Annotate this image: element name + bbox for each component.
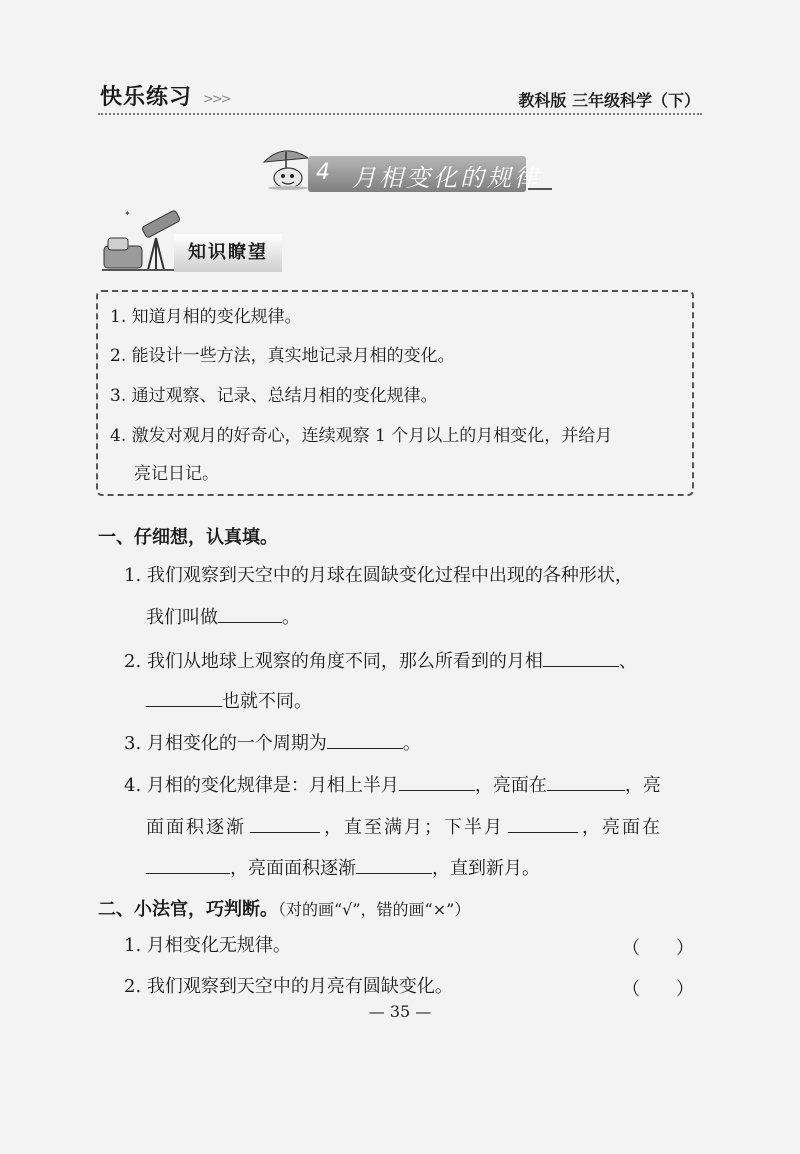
answer-blank[interactable] bbox=[250, 814, 320, 833]
answer-blank[interactable] bbox=[399, 772, 475, 791]
lesson-title: 月相变化的规律 bbox=[352, 164, 541, 192]
answer-blank[interactable] bbox=[508, 814, 578, 833]
goal-item: 4. 激发对观月的好奇心，连续观察 1 个月以上的月相变化，并给月 bbox=[110, 426, 613, 446]
fill-question-4-line2: 面面积逐渐 ，直至满月；下半月 ，亮面在 bbox=[146, 814, 662, 840]
fill-question-2-line1: 2. 我们从地球上观察的角度不同，那么所看到的月相 、 bbox=[124, 648, 637, 674]
judge-question-1: 1. 月相变化无规律。 bbox=[124, 935, 291, 956]
answer-blank[interactable] bbox=[356, 855, 432, 874]
page-number: — 35 — bbox=[368, 1002, 432, 1021]
judge-answer-box-1[interactable]: （ ） bbox=[622, 938, 694, 959]
header-divider bbox=[98, 113, 702, 115]
fill-question-4-line3: ，亮面面积逐渐 ，直到新月。 bbox=[146, 855, 540, 881]
svg-text:✦: ✦ bbox=[124, 209, 131, 218]
title-underline bbox=[528, 188, 552, 190]
header-arrows: >>> bbox=[203, 92, 230, 107]
goal-item: 2. 能设计一些方法，真实地记录月相的变化。 bbox=[110, 346, 455, 366]
goal-item: 3. 通过观察、记录、总结月相的变化规律。 bbox=[110, 386, 438, 406]
judge-answer-box-2[interactable]: （ ） bbox=[622, 979, 694, 1000]
fill-question-1-line1: 1. 我们观察到天空中的月球在圆缺变化过程中出现的各种形状， bbox=[124, 565, 633, 586]
answer-blank[interactable] bbox=[146, 688, 222, 707]
cartoon-mascot-icon bbox=[258, 140, 314, 190]
section-two-instruction: （对的画“√”，错的画“×”） bbox=[278, 900, 471, 919]
fill-question-1-line2: 我们叫做 。 bbox=[146, 604, 300, 630]
judge-question-2: 2. 我们观察到天空中的月亮有圆缺变化。 bbox=[124, 976, 453, 997]
answer-blank[interactable] bbox=[547, 772, 625, 791]
knowledge-badge-label: 知识瞭望 bbox=[188, 242, 268, 263]
header-book-title: 教科版 三年级科学（下） bbox=[518, 91, 700, 110]
section-one-title: 一、仔细想，认真填。 bbox=[98, 527, 278, 548]
answer-blank[interactable] bbox=[146, 855, 230, 874]
header-series-title: 快乐练习 bbox=[100, 85, 193, 110]
lesson-number: 4 bbox=[316, 160, 330, 185]
fill-question-3: 3. 月相变化的一个周期为 。 bbox=[124, 730, 421, 756]
answer-blank[interactable] bbox=[218, 604, 282, 623]
fill-question-2-line2: 也就不同。 bbox=[146, 688, 312, 714]
answer-blank[interactable] bbox=[543, 648, 619, 667]
answer-blank[interactable] bbox=[327, 730, 403, 749]
goal-item-continued: 亮记日记。 bbox=[134, 464, 219, 484]
section-two-title: 二、小法官，巧判断。（对的画“√”，错的画“×”） bbox=[98, 899, 471, 920]
goal-item: 1. 知道月相的变化规律。 bbox=[110, 307, 302, 327]
fill-question-4-line1: 4. 月相的变化规律是：月相上半月 ，亮面在 ，亮 bbox=[124, 772, 661, 798]
